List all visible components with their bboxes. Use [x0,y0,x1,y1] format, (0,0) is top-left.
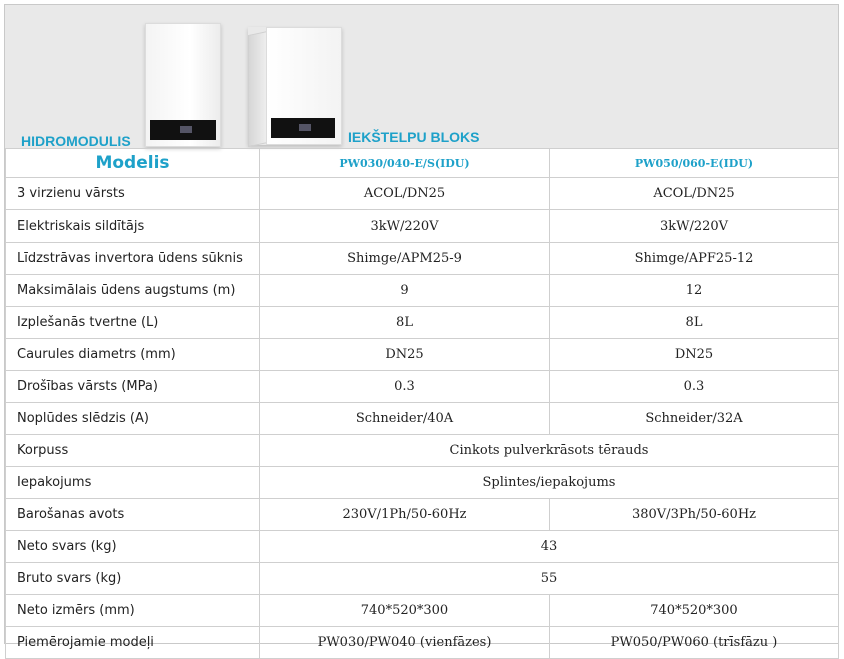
table-row [6,531,839,563]
row-value: Cinkots pulverkrāsots tērauds [260,435,839,467]
row-value-col1: 230V/1Ph/50-60Hz [260,499,550,531]
table-row [6,371,839,403]
row-label: 3 virzienu vārsts [6,178,260,210]
row-value-col2: 12 [550,275,839,307]
row-value-col1: DN25 [260,339,550,371]
row-value-col2: 8L [550,307,839,339]
row-label: Noplūdes slēdzis (A) [6,403,260,435]
table-row [6,467,839,499]
table-header-row [6,149,839,178]
row-value-col2: 740*520*300 [550,595,839,627]
row-value: Splintes/iepakojums [260,467,839,499]
row-label: Līdzstrāvas invertora ūdens sūknis [6,243,260,275]
row-label: Korpuss [6,435,260,467]
row-value-col2: Shimge/APF25-12 [550,243,839,275]
row-label: Izplešanās tvertne (L) [6,307,260,339]
table-row [6,178,839,210]
header-col1: PW030/040-E/S(IDU) [260,149,550,178]
row-value-col1: 0.3 [260,371,550,403]
row-label: Piemērojamie modeļi [6,627,260,659]
row-value-col2: PW050/PW060 (trīsfāzu ) [550,627,839,659]
row-value-col1: 9 [260,275,550,307]
row-value-col2: 3kW/220V [550,210,839,243]
row-label: Bruto svars (kg) [6,563,260,595]
row-value: 55 [260,563,839,595]
row-value-col1: Shimge/APM25-9 [260,243,550,275]
table-row [6,243,839,275]
table-row [6,403,839,435]
product-header [5,5,838,149]
row-label: Neto svars (kg) [6,531,260,563]
header-model: Modelis [6,149,260,178]
row-label: Barošanas avots [6,499,260,531]
row-label: Caurules diametrs (mm) [6,339,260,371]
control-panel [271,118,335,138]
row-label: Iepakojums [6,467,260,499]
table-row [6,435,839,467]
row-value-col1: 8L [260,307,550,339]
row-label: Maksimālais ūdens augstums (m) [6,275,260,307]
table-row [6,563,839,595]
indoor-unit-label: IEKŠTELPU BLOKS [348,129,480,145]
row-label: Drošības vārsts (MPa) [6,371,260,403]
row-label: Neto izmērs (mm) [6,595,260,627]
indoor-unit-image [248,27,342,145]
hydromodule-image [145,23,221,147]
control-panel [150,120,216,140]
row-value: 43 [260,531,839,563]
row-value-col2: Schneider/32A [550,403,839,435]
table-row [6,275,839,307]
header-col2: PW050/060-E(IDU) [550,149,839,178]
hydromodule-label: HIDROMODULIS [21,133,131,149]
spec-table [5,148,839,659]
row-value-col2: DN25 [550,339,839,371]
table-row [6,627,839,659]
table-row [6,307,839,339]
row-value-col1: 3kW/220V [260,210,550,243]
table-row [6,499,839,531]
table-row [6,595,839,627]
row-value-col1: ACOL/DN25 [260,178,550,210]
row-label: Elektriskais sildītājs [6,210,260,243]
row-value-col1: PW030/PW040 (vienfāzes) [260,627,550,659]
row-value-col1: Schneider/40A [260,403,550,435]
table-row [6,339,839,371]
row-value-col2: 380V/3Ph/50-60Hz [550,499,839,531]
table-row [6,210,839,243]
row-value-col2: 0.3 [550,371,839,403]
row-value-col2: ACOL/DN25 [550,178,839,210]
row-value-col1: 740*520*300 [260,595,550,627]
